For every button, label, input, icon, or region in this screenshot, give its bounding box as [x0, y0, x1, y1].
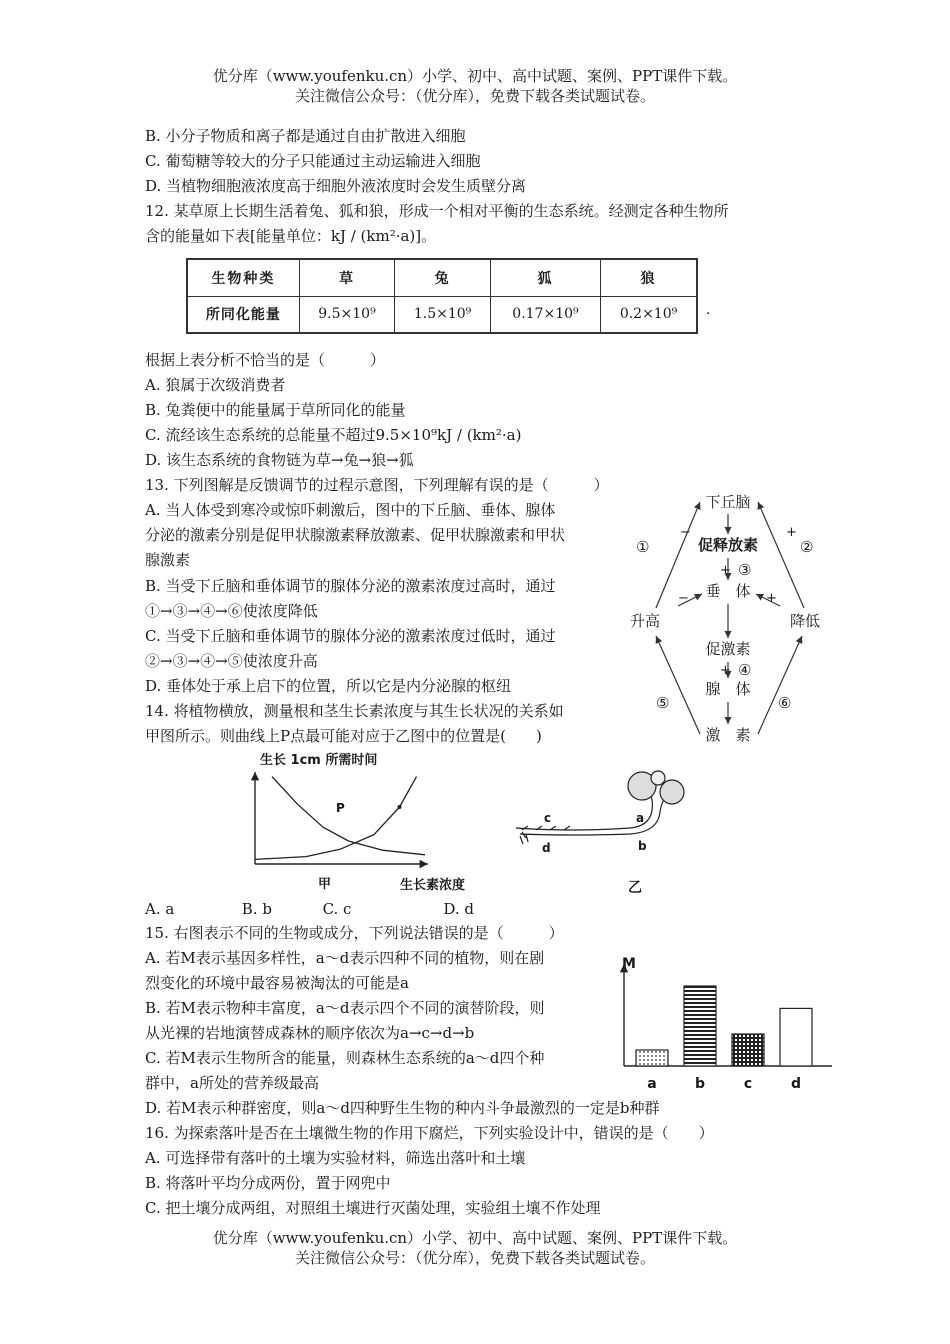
q15-stem: 15. 右图表示不同的生物或成分，下列说法错误的是（ ）: [145, 924, 564, 942]
jia-caption: 甲: [318, 877, 332, 892]
yi-label-d: d: [542, 841, 551, 855]
footer-line-2: 关注微信公众号：（优分库），免费下载各类试题试卷。: [294, 1249, 655, 1267]
diagram-num-3: ③: [738, 561, 752, 579]
m-bar-c: [732, 1034, 764, 1066]
diagram-fall-label: 降低: [790, 612, 821, 630]
q12-stem-2: 含的能量如下表[能量单位：kJ / (km²·a)]。: [145, 227, 437, 245]
q14-options: [145, 898, 474, 920]
q15-option-b-2: 从光裸的岩地演替成森林的顺序依次为a→c→d→b: [145, 1024, 475, 1042]
arrow-6-hormone-fall: [758, 636, 802, 734]
q11-option-b: B. 小分子物质和离子都是通过自由扩散进入细胞: [145, 127, 466, 145]
q13-option-c-2: ②→③→④→⑤使浓度升高: [145, 652, 318, 670]
diagram-num-5: ⑤: [656, 694, 670, 712]
header-line-2: 关注微信公众号：（优分库），免费下载各类试题试卷。: [294, 87, 655, 105]
jia-series-line-1: [255, 777, 417, 860]
energy-table-header-cell: 草: [299, 259, 395, 296]
header-line-1: 优分库（www.youfenku.cn）小学、初中、高中试题、案例、PPT课件下载。: [212, 67, 738, 85]
yi-plant-drawing: [512, 770, 712, 896]
plant-leaf-2: [660, 780, 684, 804]
diagram-num-4: ④: [738, 661, 752, 679]
plant-leaf-3: [651, 771, 665, 785]
energy-table-header-cell: 狐: [490, 259, 600, 296]
diagram-hormone: 激 素: [705, 726, 751, 744]
footer-line-1: 优分库（www.youfenku.cn）小学、初中、高中试题、案例、PPT课件下载。: [212, 1229, 738, 1247]
m-bar-b: [684, 986, 716, 1066]
q14-option-a: A. a: [145, 900, 175, 918]
diagram-tropic-hormone: 促激素: [705, 640, 751, 658]
q16-stem: 16. 为探索落叶是否在土壤微生物的作用下腐烂，下列实验设计中，错误的是（ ）: [145, 1124, 714, 1142]
q15-option-a-1: A. 若M表示基因多样性，a～d表示四种不同的植物，则在剧: [145, 949, 545, 967]
q13-option-c-1: C. 当受下丘脑和垂体调节的腺体分泌的激素浓度过低时，通过: [145, 627, 556, 645]
m-bar-label-a: a: [647, 1076, 657, 1092]
q13-option-a-3: 腺激素: [145, 551, 191, 569]
q12-option-a: A. 狼属于次级消费者: [145, 376, 286, 394]
q13-option-b-1: B. 当受下丘脑和垂体调节的腺体分泌的激素浓度过高时，通过: [145, 577, 556, 595]
q11-option-c: C. 葡萄糖等较大的分子只能通过主动运输进入细胞: [145, 152, 481, 170]
table-dot: ·: [706, 306, 711, 322]
energy-table-value: 0.17×10⁹: [490, 296, 600, 333]
q12-option-d: D. 该生态系统的食物链为草→兔→狼→狐: [145, 451, 414, 469]
q16-option-b: B. 将落叶平均分成两份，置于网兜中: [145, 1174, 391, 1192]
m-bar-label-b: b: [694, 1076, 706, 1092]
jia-xlabel: 生长素浓度: [400, 878, 466, 893]
m-bar-label-d: d: [790, 1076, 802, 1092]
diagram-gland: 腺 体: [705, 680, 751, 698]
q12-stem-1: 12. 某草原上长期生活着兔、狐和狼，形成一个相对平衡的生态系统。经测定各种生物所: [145, 202, 729, 220]
energy-table-row: [187, 296, 697, 333]
q12-prompt: 根据上表分析不恰当的是（ ）: [145, 351, 386, 369]
jia-ylabel: 生长 1cm 所需时间: [260, 753, 378, 768]
diagram-releasing-hormone: 促释放素: [697, 536, 759, 554]
q16-option-c: C. 把土壤分成两组，对照组土壤进行灭菌处理，实验组土壤不作处理: [145, 1199, 601, 1217]
yi-label-b: b: [638, 839, 647, 853]
jia-chart: [240, 752, 490, 894]
m-bar-chart-ylabel: M: [622, 956, 636, 972]
q15-option-c-1: C. 若M表示生物所含的能量，则森林生态系统的a～d四个种: [145, 1049, 545, 1067]
jia-point-p: [398, 805, 402, 809]
q13-option-d: D. 垂体处于承上启下的位置，所以它是内分泌腺的枢纽: [145, 677, 512, 695]
energy-table-row-label: 所同化能量: [187, 296, 299, 333]
q14-option-d: D. d: [443, 900, 474, 918]
diagram-sign-plus-3: +: [720, 563, 731, 578]
q14-option-b: B. b: [241, 900, 272, 918]
energy-table-header-row: [187, 259, 697, 296]
q12-option-c: C. 流经该生态系统的总能量不超过9.5×10⁹kJ / (km²·a): [145, 426, 522, 444]
diagram-sign-minus-rise: −: [678, 591, 689, 606]
q13-stem: 13. 下列图解是反馈调节的过程示意图，下列理解有误的是（ ）: [145, 476, 609, 494]
diagram-hypothalamus: 下丘脑: [705, 493, 751, 511]
energy-table-value: 9.5×10⁹: [299, 296, 395, 333]
arrow-2-fall-hypothalamus: [758, 502, 804, 608]
diagram-num-2: ②: [800, 538, 814, 556]
feedback-diagram: [628, 490, 828, 750]
arrow-5-hormone-rise: [656, 636, 700, 734]
energy-table-header-cell: 狼: [601, 259, 697, 296]
yi-caption: 乙: [628, 880, 642, 896]
energy-table-value: 0.2×10⁹: [601, 296, 697, 333]
energy-table: [186, 258, 698, 334]
diagram-sign-plus-2: +: [786, 525, 797, 540]
q15-option-c-2: 群中，a所处的营养级最高: [145, 1074, 319, 1092]
jia-p-label: P: [336, 801, 345, 815]
q15-option-a-2: 烈变化的环境中最容易被淘汰的可能是a: [145, 974, 409, 992]
m-bar-d: [780, 1008, 812, 1066]
q15-option-d: D. 若M表示种群密度，则a～d四种野生生物的种内斗争最激烈的一定是b种群: [145, 1099, 660, 1117]
yi-label-a: a: [636, 811, 645, 825]
m-bar-label-c: c: [743, 1076, 753, 1092]
diagram-pituitary: 垂 体: [705, 582, 751, 600]
diagram-num-1: ①: [636, 538, 650, 556]
m-bar-a: [636, 1050, 668, 1066]
energy-table-header-cell: 生物种类: [187, 259, 299, 296]
q13-option-a-1: A. 当人体受到寒冷或惊吓刺激后，图中的下丘脑、垂体、腺体: [145, 501, 556, 519]
q13-option-a-2: 分泌的激素分别是促甲状腺激素释放激素、促甲状腺激素和甲状: [145, 526, 566, 544]
q13-option-b-2: ①→③→④→⑥使浓度降低: [145, 602, 318, 620]
q16-option-a: A. 可选择带有落叶的土壤为实验材料，筛选出落叶和土壤: [145, 1149, 526, 1167]
q14-stem-2: 甲图所示。则曲线上P点最可能对应于乙图中的位置是( ): [145, 727, 542, 745]
diagram-sign-minus-1: −: [680, 525, 691, 540]
q14-stem-1: 14. 将植物横放，测量根和茎生长素浓度与其生长状况的关系如: [145, 702, 564, 720]
diagram-num-6: ⑥: [778, 694, 792, 712]
energy-table-header-cell: 兔: [395, 259, 491, 296]
diagram-sign-plus-4: +: [720, 663, 731, 678]
m-bar-chart: [610, 946, 840, 1094]
q12-option-b: B. 兔粪便中的能量属于草所同化的能量: [145, 401, 406, 419]
q15-option-b-1: B. 若M表示物种丰富度，a～d表示四个不同的演替阶段，则: [145, 999, 545, 1017]
jia-series-line-2: [272, 777, 425, 855]
yi-label-c: c: [544, 811, 552, 825]
diagram-sign-plus-fall: +: [766, 591, 777, 606]
q14-option-c: C. c: [322, 900, 352, 918]
energy-table-value: 1.5×10⁹: [395, 296, 491, 333]
diagram-rise-label: 升高: [630, 612, 661, 630]
q11-option-d: D. 当植物细胞液浓度高于细胞外液浓度时会发生质壁分离: [145, 177, 527, 195]
